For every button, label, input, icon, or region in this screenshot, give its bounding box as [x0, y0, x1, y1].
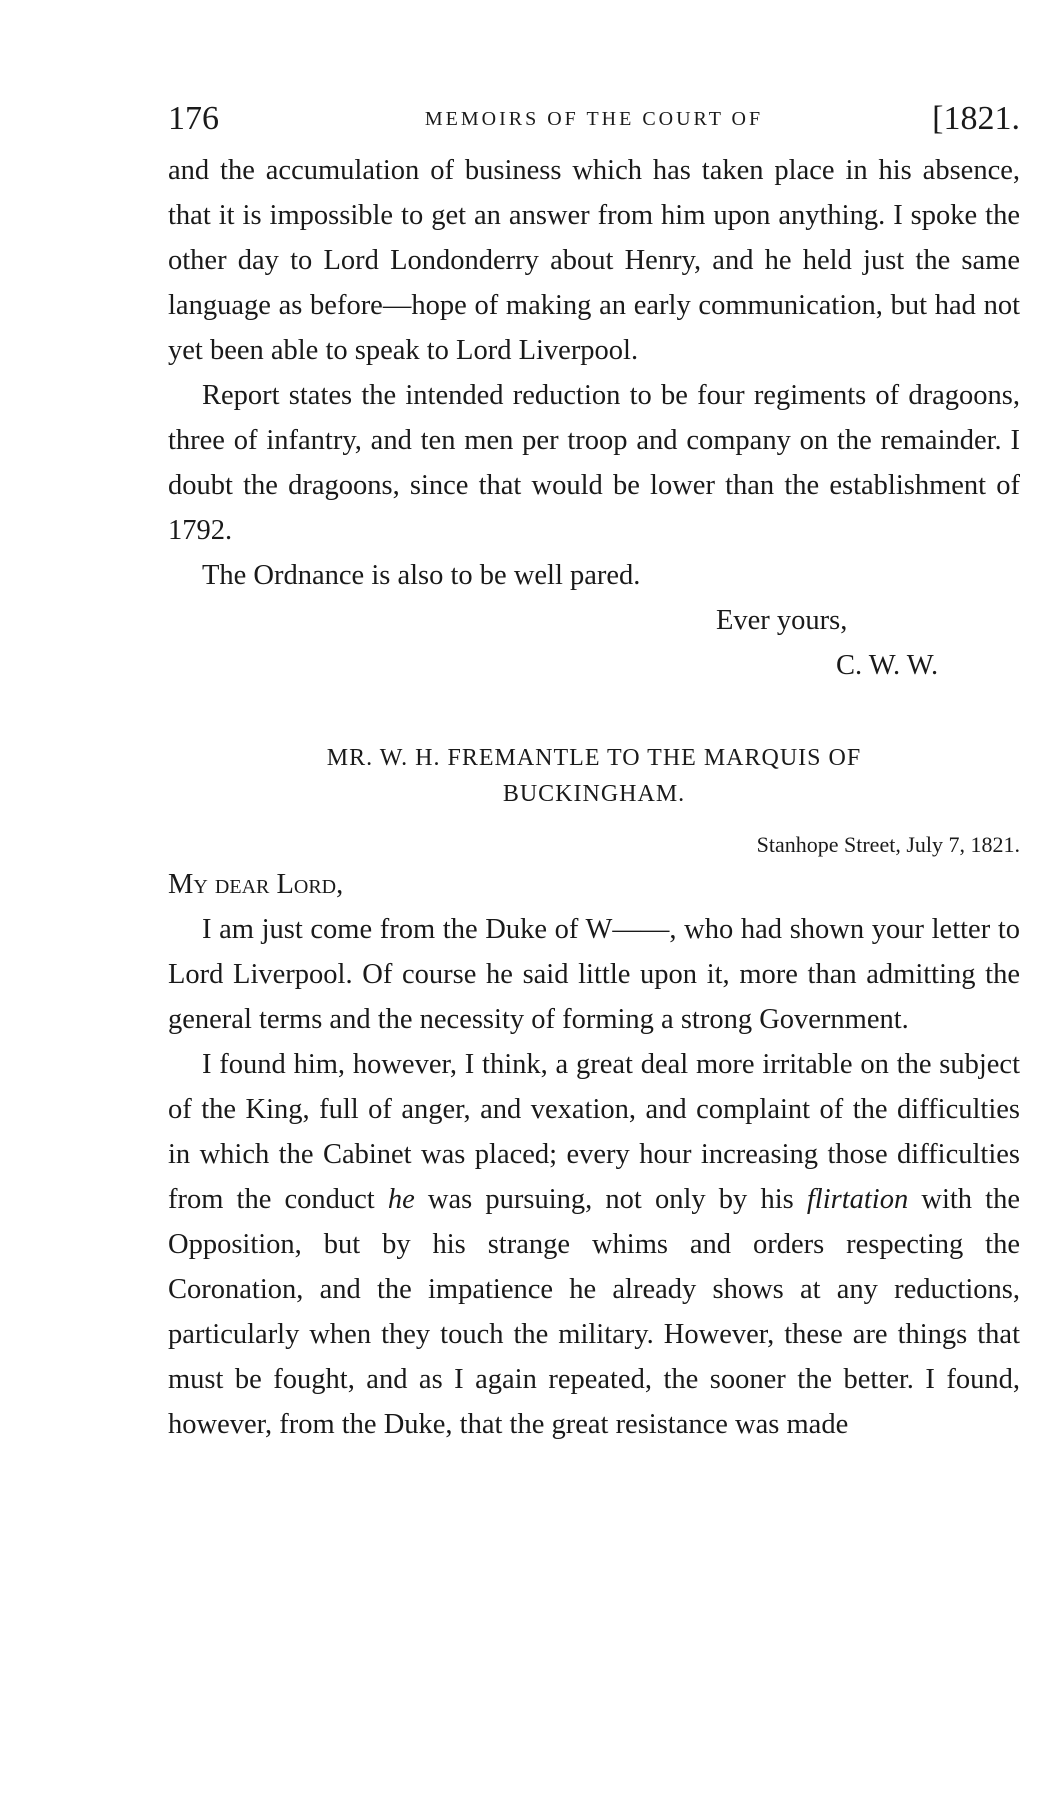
- italic-word: he: [387, 1184, 415, 1215]
- dateline: Stanhope Street, July 7, 1821.: [756, 832, 1020, 857]
- running-head: [168, 100, 1020, 148]
- running-title: MEMOIRS OF THE COURT OF: [424, 108, 764, 130]
- closing: [168, 598, 1020, 688]
- text-run: I found him, however, I think, a great deal more irritable on the subject of the King, full of anger, and vexation, and complaint of the difficulties in which the Cabinet was placed; every hour increasing those difficulties from the conduct: [168, 1049, 1020, 1215]
- paragraph: I am just come from the Duke of W——, who had shown your letter to Lord Liverpool. Of course he said little upon it, more than admitting the general terms and the necessity of forming a strong Government.: [168, 914, 1020, 1035]
- text-run: with the Opposition, but by his strange whims and orders respecting the Coronation, and the impatience he already shows at any reductions, particularly when they touch the military. However, these are things that must be fought, and as I again repeated, the sooner the better. I found, however, from the Duke, that the great resistance was made: [168, 1184, 1020, 1440]
- salutation: My dear Lord,: [168, 869, 344, 900]
- italic-word: flirtation: [806, 1184, 909, 1215]
- paragraph: The Ordnance is also to be well pared.: [202, 560, 641, 591]
- header-year: [1821.: [932, 100, 1020, 137]
- letter-heading-line: BUCKINGHAM.: [502, 781, 686, 807]
- paragraph: Report states the intended reduction to be four regiments of dragoons, three of infantry, and ten men per troop and company on the remainder. I doubt the dragoons, since that would be lower than the establishment of 1792.: [168, 380, 1020, 546]
- valediction: Ever yours,: [716, 605, 848, 636]
- letter-heading-line: MR. W. H. FREMANTLE TO THE MARQUIS OF: [326, 745, 862, 771]
- paragraph: and the accumulation of business which has taken place in his absence, that it is impossible to get an answer from him upon anything. I spoke the other day to Lord Londonderry about Henry, and he held just the same language as before—hope of making an early communication, but had not yet been able to speak to Lord Liverpool.: [168, 155, 1020, 366]
- letter-heading: [168, 740, 1020, 812]
- book-page: [168, 100, 1020, 1447]
- page-number: 176: [168, 100, 219, 137]
- letter-fremantle: [168, 740, 1020, 1447]
- signature: C. W. W.: [836, 650, 939, 681]
- letter-continued: [168, 148, 1020, 688]
- text-run: was pursuing, not only by his: [414, 1184, 807, 1215]
- paragraph: [168, 1042, 1020, 1447]
